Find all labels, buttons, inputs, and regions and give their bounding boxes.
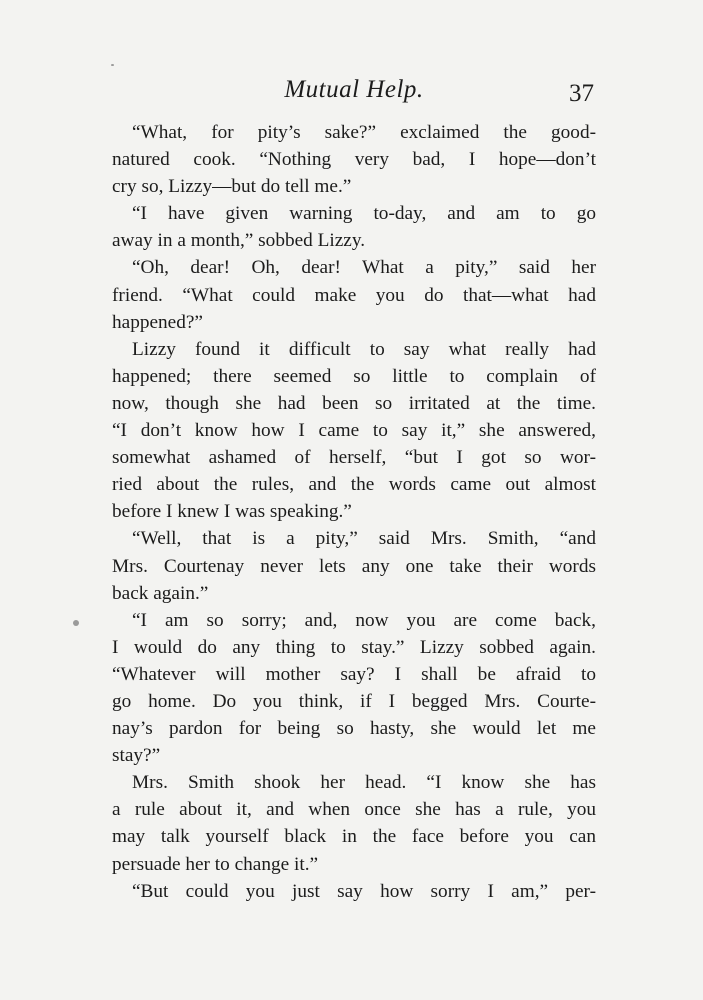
body-text: [112, 119, 596, 905]
text-line: back again.”: [112, 582, 209, 604]
page-number: 37: [569, 80, 594, 107]
text-line: “I am so sorry; and, now you are come back,: [132, 609, 596, 631]
text-line: now, though she had been so irritated at the time.: [112, 392, 596, 414]
text-line: Lizzy found it difficult to say what really had: [132, 338, 596, 360]
text-line: happened?”: [112, 311, 203, 333]
text-line: a rule about it, and when once she has a rule, you: [112, 799, 596, 821]
text-line: Mrs. Smith shook her head. “I know she has: [132, 772, 596, 794]
text-line: persuade her to change it.”: [112, 853, 319, 875]
text-line: away in a month,” sobbed Lizzy.: [112, 230, 366, 252]
text-line: “What, for pity’s sake?” exclaimed the good-: [132, 122, 596, 143]
text-line: “I don’t know how I came to say it,” she answered,: [112, 420, 596, 442]
text-line: “Whatever will mother say? I shall be afraid to: [112, 663, 596, 685]
text-line: “But could you just say how sorry I am,” per-: [132, 880, 596, 902]
text-line: before I knew I was speaking.”: [112, 501, 352, 523]
text-line: “I have given warning to-day, and am to go: [132, 203, 596, 225]
text-line: Mrs. Courtenay never lets any one take their words: [112, 555, 596, 577]
text-line: may talk yourself black in the face before you can: [112, 826, 596, 848]
running-header: [112, 74, 596, 114]
text-line: go home. Do you think, if I begged Mrs. Courte-: [112, 690, 596, 712]
text-line: happened; there seemed so little to complain of: [112, 365, 596, 387]
paper-speck: [111, 64, 114, 66]
text-line: stay?”: [112, 745, 161, 767]
text-line: natured cook. “Nothing very bad, I hope—don’t: [112, 149, 596, 171]
text-line: friend. “What could make you do that—what had: [112, 284, 596, 306]
text-line: cry so, Lizzy—but do tell me.”: [112, 176, 352, 198]
text-line: “Well, that is a pity,” said Mrs. Smith, “and: [132, 528, 596, 550]
text-line: “Oh, dear! Oh, dear! What a pity,” said her: [132, 257, 596, 279]
text-line: I would do any thing to stay.” Lizzy sobbed again.: [112, 636, 596, 658]
text-line: nay’s pardon for being so hasty, she would let me: [112, 718, 596, 740]
paper-speck: [73, 620, 79, 626]
text-line: ried about the rules, and the words came out almost: [112, 474, 596, 496]
text-line: somewhat ashamed of herself, “but I got so wor-: [112, 447, 596, 469]
running-title: Mutual Help.: [284, 76, 424, 103]
